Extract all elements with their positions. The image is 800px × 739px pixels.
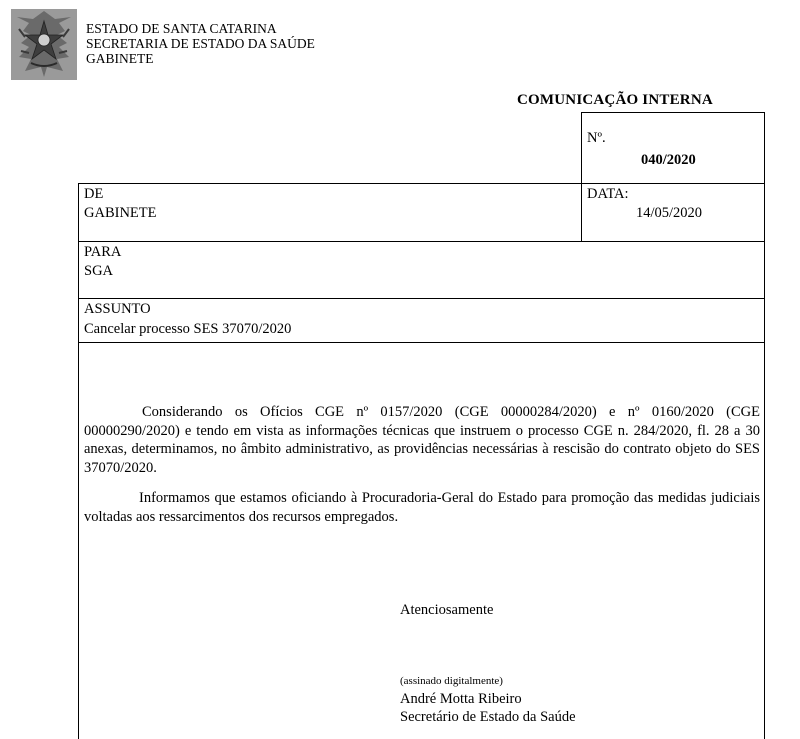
signer-title: Secretário de Estado da Saúde [400, 709, 576, 725]
form-divider-assunto [78, 298, 765, 299]
from-label: DE [84, 186, 104, 202]
subject-value: Cancelar processo SES 37070/2020 [84, 321, 292, 337]
form-border-top [78, 183, 765, 184]
letterhead-state: ESTADO DE SANTA CATARINA [86, 21, 277, 36]
state-coat-of-arms-icon [11, 9, 77, 80]
form-border-top-number [581, 112, 764, 113]
form-border-right [764, 112, 765, 739]
signer-name: André Motta Ribeiro [400, 691, 522, 707]
letterhead-office: GABINETE [86, 51, 154, 66]
from-value: GABINETE [84, 205, 157, 221]
salutation: Atenciosamente [400, 602, 494, 618]
body-paragraph-1: Considerando os Ofícios CGE nº 0157/2020 (CGE 00000284/2020) e nº 0160/2020 (CGE 00000290/2020) e tendo em vista as informações técnicas que instruem o processo CGE n. 284/2020, fl. 28 a 30 anexas, determinamos, no âmbito administrativo, as providências necessárias à rescisão do contrato objeto do SES 37070/2020. [84, 404, 760, 476]
letterhead-secretariat: SECRETARIA DE ESTADO DA SAÚDE [86, 36, 315, 51]
to-label: PARA [84, 244, 122, 260]
date-label: DATA: [587, 186, 629, 202]
body-paragraph-2: Informamos que estamos oficiando à Procuradoria-Geral do Estado para promoção das medidas judiciais voltadas aos ressarcimentos dos recursos empregados. [84, 490, 760, 525]
form-divider-vertical [581, 112, 582, 241]
form-border-left [78, 183, 79, 739]
subject-label: ASSUNTO [84, 301, 151, 317]
to-value: SGA [84, 263, 114, 279]
form-divider-para [78, 241, 765, 242]
date-value: 14/05/2020 [636, 205, 703, 221]
number-value: 040/2020 [641, 152, 696, 168]
form-divider-body [78, 342, 765, 343]
signed-digitally-note: (assinado digitalmente) [400, 675, 503, 687]
document-title: COMUNICAÇÃO INTERNA [517, 92, 713, 108]
number-label: Nº. [587, 130, 606, 146]
letterhead [86, 21, 315, 66]
